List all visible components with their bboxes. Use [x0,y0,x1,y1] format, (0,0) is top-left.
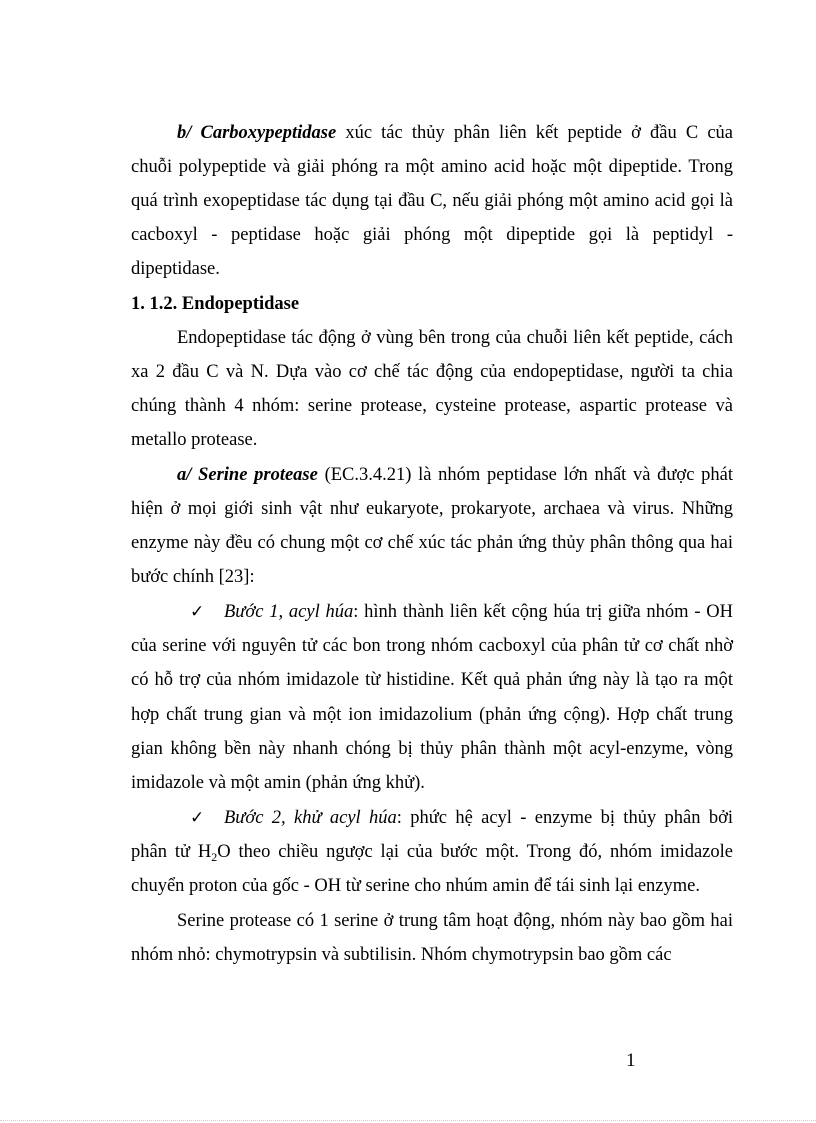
text-line: dipeptidase. [131,259,220,279]
text-line: có hỗ trợ của nhóm imidazole từ histidine. Kết quả phản ứng này là tạo ra một [131,670,733,690]
section-heading-endopeptidase: 1. 1.2. Endopeptidase [131,294,300,314]
text-line: gian không bền này nhanh chóng bị thủy phân thành một acyl-enzyme, vòng [131,739,733,759]
text-span: : hình thành liên kết cộng húa trị giữa nhóm - OH [353,602,734,622]
text-line: xa 2 đầu C và N. Dựa vào cơ chế tác động của endopeptidase, người ta chia [131,362,733,382]
text-line: metallo protease. [131,430,258,450]
text-line: nhóm nhỏ: chymotrypsin và subtilisin. Nhóm chymotrypsin bao gồm các [131,945,672,965]
paragraph-carboxypeptidase-line-1 [131,122,733,144]
text-span: phân tử H [131,842,212,862]
checkmark-icon: ✓ [190,808,205,828]
text-line: chuỗi polypeptide và giải phóng ra một amino acid hoặc một dipeptide. Trong [131,157,733,177]
text-line: Serine protease có 1 serine ở trung tâm hoạt động, nhóm này bao gồm hai [177,911,733,931]
text-line: hợp chất trung gian và một ion imidazolium (phản ứng cộng). Hợp chất trung [131,705,733,725]
text-span: (EC.3.4.21) là nhóm peptidase lớn nhất và được phát [324,465,733,485]
text-span: xúc tác thủy phân liên kết peptide ở đầu C của [345,123,734,143]
text-span: : phức hệ acyl - enzyme bị thủy phân bởi [396,808,733,828]
text-line: chúng thành 4 nhóm: serine protease, cysteine protease, aspartic protease và [131,396,733,416]
text-line: Endopeptidase tác động ở vùng bên trong của chuỗi liên kết peptide, cách [177,328,733,348]
step-1-line-1 [131,601,733,623]
checkmark-icon: ✓ [190,602,205,622]
step-2-label: Bước 2, khử acyl húa [224,808,397,828]
text-span: O theo chiều ngược lại của bước một. Trong đó, nhóm imidazole [217,842,733,862]
text-line: cacboxyl - peptidase hoặc giải phóng một dipeptide gọi là peptidyl - [131,225,733,245]
text-line: hiện ở mọi giới sinh vật như eukaryote, prokaryote, archaea và virus. Những [131,499,733,519]
page-bottom-divider [0,1120,816,1121]
paragraph-serine-line-1 [131,464,733,486]
text-line: chuyển proton của gốc - OH từ serine cho nhúm amin để tái sinh lại enzyme. [131,876,700,896]
text-line: quá trình exopeptidase tác dụng tại đầu C, nếu giải phóng một amino acid gọi là [131,191,733,211]
subscript: 2 [211,850,218,864]
text-line: bước chính [23]: [131,567,255,587]
step-1-label: Bước 1, acyl húa [224,602,354,622]
serine-protease-heading: a/ Serine protease [177,465,318,485]
text-line: imidazole và một amin (phản ứng khử). [131,773,425,793]
carboxypeptidase-heading: b/ Carboxypeptidase [177,123,337,143]
step-2-line-2 [131,841,733,863]
step-2-line-1 [131,807,733,829]
page-number: 1 [626,1050,636,1071]
text-line: của serine với nguyên tử các bon trong nhóm cacboxyl của phân tử cơ chất nhờ [131,636,733,656]
text-line: enzyme này đều có chung một cơ chế xúc tác phản ứng thủy phân thông qua hai [131,533,733,553]
